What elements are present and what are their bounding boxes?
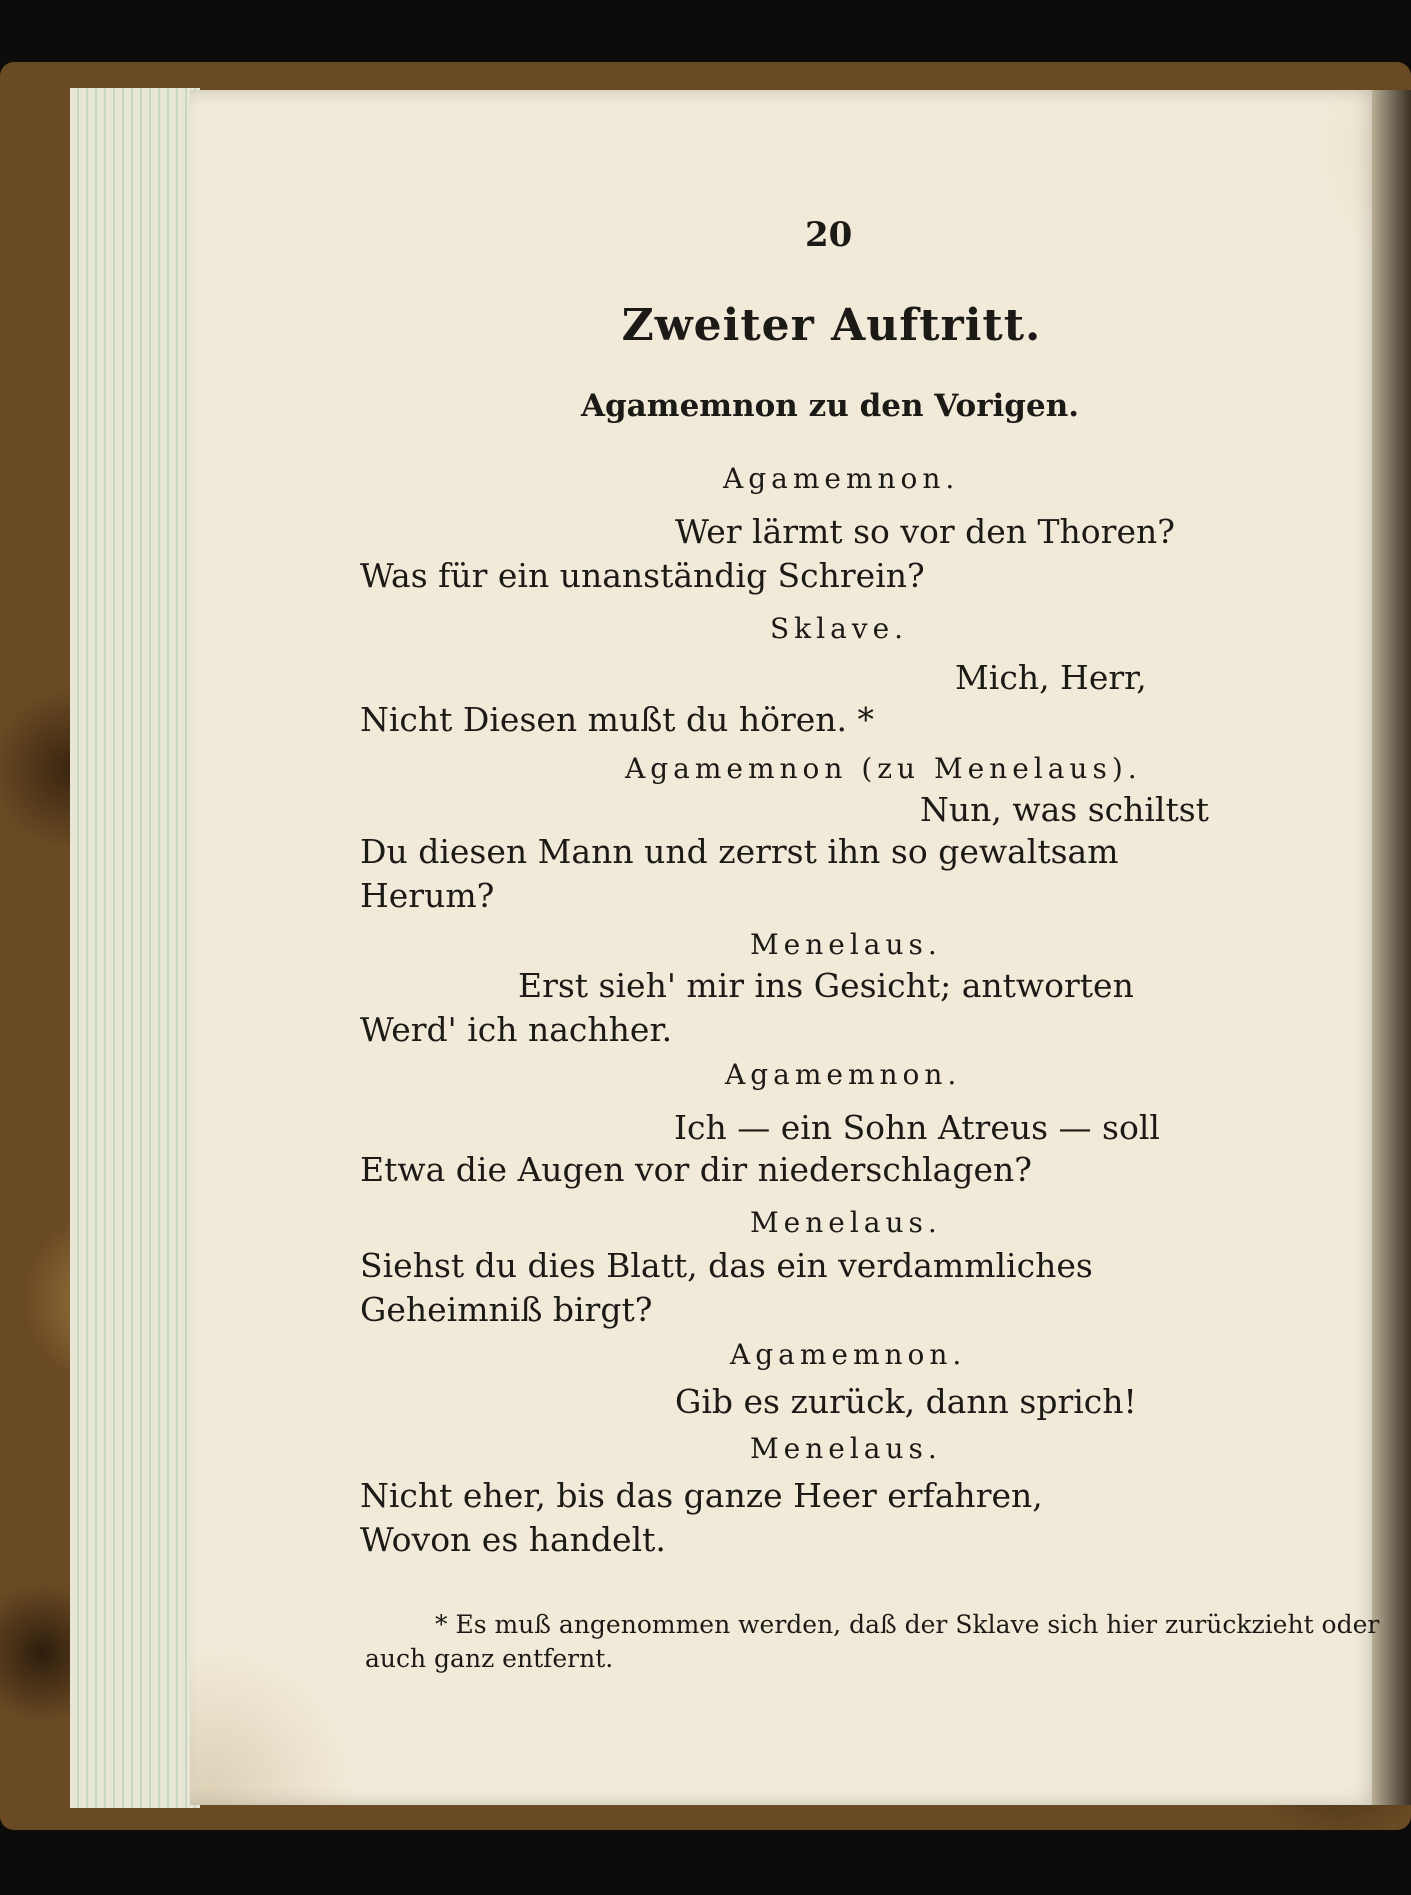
verse-line: Du diesen Mann und zerrst ihn so gewaltsam — [360, 832, 1119, 871]
verse-line: Gib es zurück, dann sprich! — [675, 1382, 1137, 1421]
verse-line: Wer lärmt so vor den Thoren? — [675, 512, 1175, 551]
verse-line: Was für ein unanständig Schrein? — [360, 556, 925, 595]
speaker-name: Sklave. — [770, 612, 909, 645]
verse-line: Nun, was schiltst — [920, 790, 1209, 829]
scene-title: Zweiter Auftritt. — [621, 300, 1042, 351]
verse-line: Mich, Herr, — [955, 658, 1147, 697]
speaker-name: Agamemnon. — [723, 462, 960, 495]
speaker-name: Agamemnon (zu Menelaus). — [625, 752, 1142, 785]
speaker-name: Menelaus. — [750, 928, 942, 961]
speaker-name: Menelaus. — [750, 1432, 942, 1465]
verse-line: Geheimniß birgt? — [360, 1290, 653, 1329]
verse-line: Herum? — [360, 876, 495, 915]
speaker-name: Agamemnon. — [725, 1058, 962, 1091]
verse-line: Wovon es handelt. — [360, 1520, 666, 1559]
verse-line: Nicht eher, bis das ganze Heer erfahren, — [360, 1476, 1043, 1515]
page-number: 20 — [805, 215, 853, 255]
verse-line: Erst sieh' mir ins Gesicht; antworten — [518, 966, 1134, 1005]
verse-line: Etwa die Augen vor dir niederschlagen? — [360, 1150, 1032, 1189]
speaker-name: Menelaus. — [750, 1206, 942, 1239]
footnote-line: auch ganz entfernt. — [365, 1644, 614, 1673]
speaker-name: Agamemnon. — [730, 1338, 967, 1371]
verse-line: Nicht Diesen mußt du hören. * — [360, 700, 875, 739]
verse-line: Ich — ein Sohn Atreus — soll — [674, 1108, 1160, 1147]
footnote-line: * Es muß angenommen werden, daß der Sklave sich hier zurückzieht oder — [435, 1610, 1380, 1639]
verse-line: Werd' ich nachher. — [360, 1010, 673, 1049]
verse-line: Siehst du dies Blatt, das ein verdammliches — [360, 1246, 1093, 1285]
cast-line: Agamemnon zu den Vorigen. — [580, 388, 1080, 424]
